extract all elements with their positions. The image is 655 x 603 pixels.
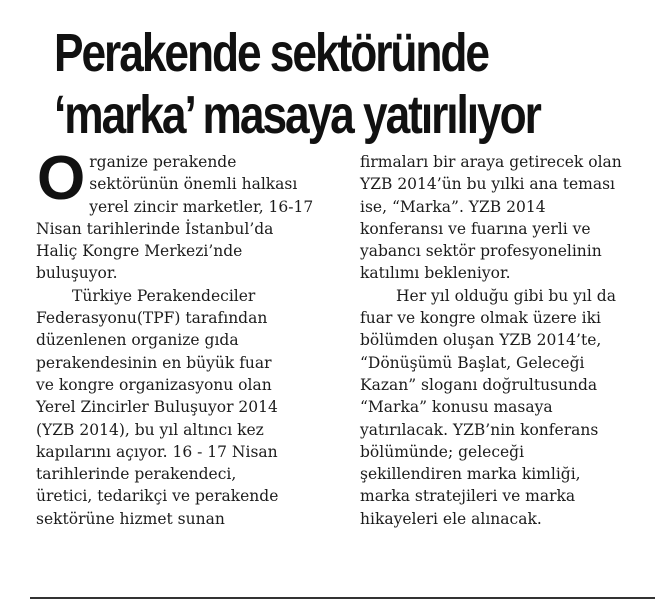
drop-cap: O — [37, 144, 86, 213]
headline-line-1: Perakende sektöründe — [54, 23, 488, 83]
bottom-rule — [30, 597, 655, 599]
article-paragraph-4: Her yıl olduğu gibi bu yıl da fuar ve kongre olmak üzere iki bölümden oluşan YZB 2014’te, “Dönüşümü Başlat, Geleceği Kazan” sloganı doğrultusunda “Marka” konusu masaya yatırılacak. YZB’nin konferans bölümünde; geleceği şekillendiren marka kimliği, marka stratejileri ve marka hikayeleri ele alınacak. — [360, 286, 616, 528]
headline-line-2: ‘marka’ masaya yatırılıyor — [54, 85, 540, 145]
article-paragraph-2: Türkiye Perakendeciler Federasyonu(TPF) tarafından düzenlenen organize gıda perakendesinin en büyük fuar ve kongre organizasyonu olan Yerel Zincirler Buluşuyor 2014 (YZB 2014), bu yıl altıncı kez kapılarını açıyor. 16 - 17 Nisan tarihlerinde perakendeci, üretici, tedarikçi ve perakende sektörüne hizmet sunan — [36, 286, 279, 528]
article-column-right — [360, 151, 655, 530]
article-paragraph-3: firmaları bir araya getirecek olan YZB 2014’ün bu yılki ana teması ise, “Marka”. YZB 2014 konferansı ve fuarına yerli ve yabancı sektör profesyonelinin katılımı bekleniyor. — [360, 153, 622, 283]
article-paragraph-1-text: rganize perakende sektörünün önemli halkası yerel zincir marketler, 16-17 Nisan tarihlerinde İstanbul’da Haliç Kongre Merkezi’nde buluşuyor. — [36, 153, 314, 283]
article-paragraph-1 — [36, 144, 336, 285]
headline — [54, 22, 546, 146]
article-column-left — [36, 144, 336, 530]
